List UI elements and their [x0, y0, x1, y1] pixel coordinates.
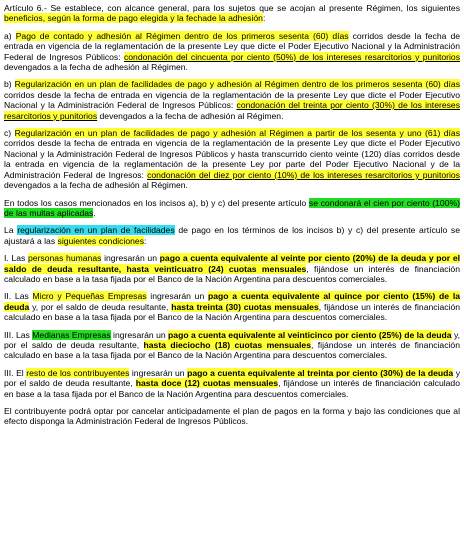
highlighted-text: condonación del cincuenta por ciento (50%) de los intereses resarcitorios y punitorios	[123, 51, 460, 62]
highlighted-text: Medianas Empresas	[32, 329, 111, 340]
highlighted-text: hasta dieciocho (18) cuotas mensuales	[143, 339, 311, 350]
text-run: , fijándose un interés de financiación calculado en base a la tasa fijada por el Banco de la Nación Argentina para descuentos comerciales.	[4, 339, 460, 361]
paragraph-personas-humanas	[4, 253, 460, 284]
highlighted-text: Regularización en un plan de facilidades de pago y adhesión al Régimen dentro de los primeros sesenta (60) días	[14, 79, 460, 90]
paragraph-inciso-c	[4, 128, 460, 190]
text-run: :	[262, 13, 266, 24]
highlighted-text: pago a cuenta equivalente al veinticinco por ciento (25%) de la deuda	[168, 329, 452, 340]
text-run: corridos desde la fecha de entrada en vigencia de la reglamentación de la presente Ley que dicte el Poder Ejecutivo Nacional y la Administración Federal de Ingresos Públicos:	[4, 89, 460, 111]
highlighted-text: Regularización en un plan de facilidades de pago y adhesión al Régimen a partir de los sesenta y uno (61) días	[14, 128, 460, 139]
highlighted-text: Pago de contado y adhesión al Régimen dentro de los primeros sesenta (60) días	[15, 30, 349, 41]
text-run: En todos los casos mencionados en los incisos a), b) y c) del presente artículo	[4, 197, 309, 208]
text-run: a)	[4, 30, 16, 41]
text-run: , fijándose un interés de financiación calculado en base a la tasa fijada por el Banco de la Nación Argentina para descuentos comerciales.	[4, 301, 461, 323]
highlighted-text: beneficios, según la forma de pago elegida y la fechade la adhesión	[4, 13, 263, 24]
highlighted-text: condonación del treinta por ciento (30%) de los intereses resarcitorios y punitorios	[4, 100, 460, 121]
text-run: , fijándose un interés de financiación calculado en base a la tasa fijada por el Banco de la Nación Argentina para descuentos comerciales.	[4, 263, 460, 284]
highlighted-text: Micro y Pequeñas Empresas	[32, 291, 147, 302]
text-run: Artículo 6.- Se establece, con alcance general, para los sujetos que se acojan al presente Régimen, los siguientes	[4, 3, 460, 13]
text-run: devengados a la fecha de adhesión al Régimen.	[97, 110, 284, 121]
highlighted-text: pago a cuenta equivalente al treinta por ciento (30%) de la deuda	[187, 367, 454, 378]
highlighted-text: condonación del diez por ciento (10%) de los intereses resarcitorios y punitorios	[147, 169, 460, 180]
paragraph-medianas	[4, 330, 460, 361]
paragraph-condiciones	[4, 225, 460, 246]
text-run: .	[93, 207, 96, 218]
text-run: ingresarán un	[110, 329, 169, 340]
paragraph-inciso-b	[4, 79, 460, 121]
highlighted-text: hasta doce (12) cuotas mensuales	[135, 378, 279, 389]
highlighted-text: personas humanas	[28, 253, 102, 264]
paragraph-resto	[4, 368, 460, 399]
text-run: de pago en los términos de los incisos b) y c) del presente artículo se ajustará a las	[4, 225, 460, 246]
text-run: I. Las	[4, 253, 29, 264]
paragraph-intro	[4, 3, 460, 24]
paragraph-micro-pequenas	[4, 291, 460, 322]
highlighted-text: siguientes condiciones	[57, 235, 144, 246]
document-page	[4, 3, 460, 434]
text-run: II. Las	[4, 291, 33, 302]
text-run: III. El	[4, 367, 27, 378]
text-run: y, por el saldo de deuda resultante,	[29, 301, 172, 312]
text-run: c)	[4, 128, 15, 139]
highlighted-text: regularización en un plan de facilidades	[17, 225, 175, 236]
highlighted-text: hasta treinta (30) cuotas mensuales	[171, 301, 319, 312]
highlighted-text: pago a cuenta equivalente al quince por ciento (15%) de la deuda	[4, 291, 461, 312]
paragraph-cancelacion	[4, 406, 460, 427]
text-run: El contribuyente podrá optar por cancelar anticipadamente el plan de pagos en la forma y bajo las condiciones que al efecto disponga la Administración Federal de Ingresos Públicos.	[4, 406, 460, 427]
text-run: devengados a la fecha de adhesión al Régimen.	[4, 62, 188, 73]
text-run: ingresarán un	[146, 291, 208, 302]
text-run: , fijándose un interés de financiación calculado en base a la tasa fijada por el Banco de la Nación Argentina para descuentos comerciales.	[4, 378, 460, 399]
paragraph-multas	[4, 198, 460, 219]
text-run: b)	[4, 79, 15, 90]
text-run: La	[4, 225, 18, 236]
highlighted-text: pago a cuenta equivalente al veinte por ciento (20%) de la deuda y por el saldo de deuda resultante, hasta veinticuatro (24) cuotas mensuales	[4, 253, 461, 274]
text-run: y, por el saldo de deuda resultante,	[4, 329, 461, 350]
text-run: devengados a la fecha de adhesión al Régimen.	[4, 180, 188, 191]
paragraph-inciso-a	[4, 31, 460, 73]
highlighted-text: se condonará el cien por ciento (100%) de las multas aplicadas	[4, 197, 460, 218]
text-run: y por el saldo de deuda resultante,	[4, 367, 461, 389]
text-run: III. Las	[4, 329, 33, 340]
text-run: corridos desde la fecha de entrada en vigencia de la reglamentación de la presente Ley que dicte el Poder Ejecutivo Nacional y la Administración Federal de Ingresos Públicos:	[4, 30, 460, 62]
highlighted-text: resto de los contribuyentes	[26, 367, 130, 378]
text-run: :	[144, 235, 147, 246]
text-run: ingresarán un	[101, 253, 160, 264]
text-run: ingresarán un	[129, 367, 188, 378]
text-run: corridos desde la fecha de entrada en vigencia de la reglamentación de la presente Ley que dicte el Poder Ejecutivo Nacional y la Administración Federal de Ingresos Públicos y hasta transcurrido ciento veinte (120) días corridos desde la entrada en vigencia de la reglamentación de la presente Ley por parte del Poder Ejecutivo Nacional y de la Administración Federal de Ingresos:	[4, 138, 460, 180]
